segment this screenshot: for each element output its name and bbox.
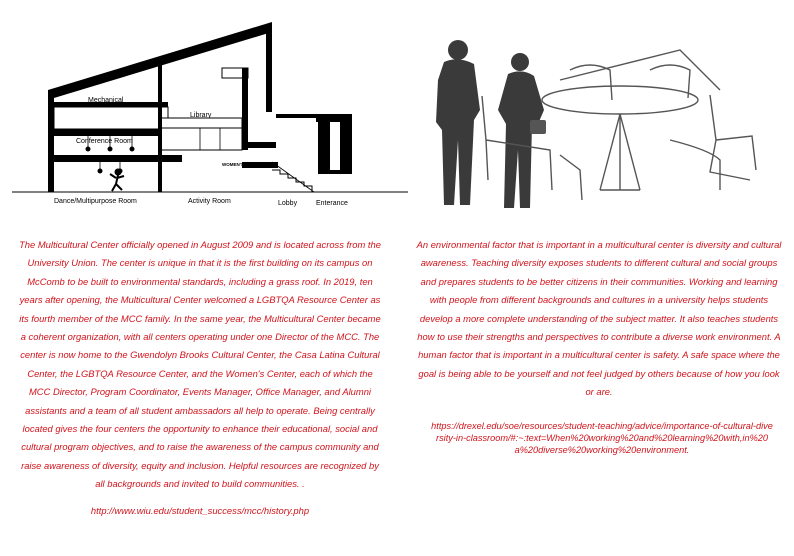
label-mechanical: Mechanical xyxy=(88,97,124,104)
label-conference-room: Conference Room xyxy=(76,138,133,145)
label-activity-room: Activity Room xyxy=(188,198,231,205)
room-labels xyxy=(54,97,348,207)
label-womens-center: WOMEN'S CENTER xyxy=(222,162,264,167)
wiu-source-link[interactable]: http://www.wiu.edu/student_success/mcc/history.php xyxy=(90,505,310,516)
label-lobby: Lobby xyxy=(278,200,298,207)
person-left-silhouette xyxy=(436,40,480,205)
label-entrance: Enterance xyxy=(316,200,348,207)
diversity-paragraph: An environmental factor that is important in a multicultural center is diversity and cultural awareness. Teaching diversity exposes students to different cultural and social groups and prepares students to be better citizens in their communities. Working and learning with people from different backgrounds and cultures in a university helps students develop a more complete understanding of the subject matter. It also teaches students how to use their strengths and perspectives to contribute a diverse work environment. A human factor that is important in a multicultural center is safety. A safe space where the goal is being able to be yourself and not feel judged by others because of how you look or are. xyxy=(416,239,782,398)
person-right-silhouette xyxy=(498,53,546,208)
building-outline xyxy=(12,22,408,192)
people-silhouette-illustration xyxy=(420,40,780,215)
mcc-history-paragraph: The Multicultural Center officially opened in August 2009 and is located across from the University Union. The center is unique in that it is the first building on its campus on McComb to be built to environmental standards, including a grass roof. In 2019, ten years after opening, the Multicultural Center welcomed a LGBTQA Resource Center as its fourth member of the MCC family. In the same year, the Multicultural Center became a coherent organization, with all centers operating under one Director of the MCC. The center is now home to the Gwendolyn Brooks Cultural Center, the Casa Latina Cultural Center, the LGBTQA Resource Center, and the Women's Center, each of which the MCC Director, Program Coordinator, Events Manager, Office Manager, and Alumni assistants and a team of all student ambassadors all help to operate. Being centrally located gives the four centers the opportunity to enhance their educational, social and cultural program objectives, and to raise the awareness of the campus community and raise awareness of diversity, equity and inclusion. Helpful resources are recognized by all backgrounds and invited to build communities. . xyxy=(19,239,381,490)
building-section-drawing xyxy=(10,20,410,215)
label-library: Library xyxy=(190,112,212,119)
label-dance-room: Dance/Multipurpose Room xyxy=(54,198,137,205)
drexel-source-link[interactable]: https://drexel.edu/soe/resources/student-teaching/advice/importance-of-cultural-diversity-in-classroom/#:~:text=When%20working%20and%20learning%20with,in%20a%20diverse%20working%20environment. xyxy=(431,421,773,455)
